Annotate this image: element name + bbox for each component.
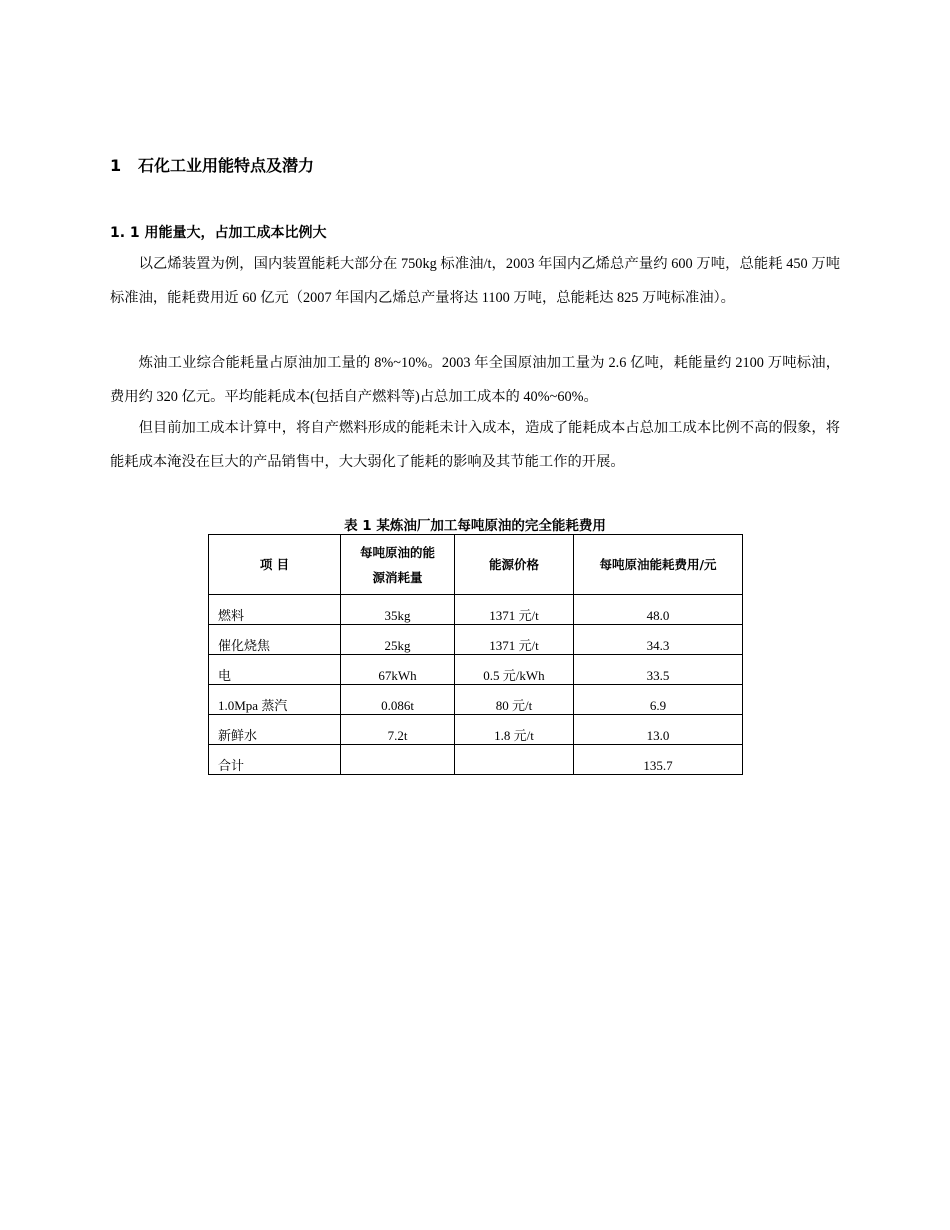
cell-price xyxy=(455,745,574,775)
subsection-heading: 1. 1 用能量大，占加工成本比例大 xyxy=(110,225,327,241)
cell-consumption: 25kg xyxy=(341,625,455,655)
cell-price: 1371 元/t xyxy=(455,625,574,655)
cell-price: 80 元/t xyxy=(455,685,574,715)
cell-item: 燃料 xyxy=(209,595,341,625)
cell-cost: 33.5 xyxy=(574,655,743,685)
table-row xyxy=(209,655,743,685)
cell-cost: 6.9 xyxy=(574,685,743,715)
cell-item: 合计 xyxy=(209,745,341,775)
table-row xyxy=(209,685,743,715)
section-title: 石化工业用能特点及潜力 xyxy=(138,156,315,175)
cell-consumption: 67kWh xyxy=(341,655,455,685)
table-row xyxy=(209,715,743,745)
cell-cost: 48.0 xyxy=(574,595,743,625)
paragraph-cost-accounting: 但目前加工成本计算中，将自产燃料形成的能耗未计入成本，造成了能耗成本占总加工成本比例不高的假象，将能耗成本淹没在巨大的产品销售中，大大弱化了能耗的影响及其节能工作的开展。 xyxy=(110,420,840,470)
energy-cost-table xyxy=(208,534,743,775)
cell-cost: 13.0 xyxy=(574,715,743,745)
cell-consumption: 35kg xyxy=(341,595,455,625)
cell-item: 电 xyxy=(209,655,341,685)
cell-cost: 135.7 xyxy=(574,745,743,775)
cell-consumption: 7.2t xyxy=(341,715,455,745)
cell-price: 1.8 元/t xyxy=(455,715,574,745)
table-header-row xyxy=(209,535,743,595)
paragraph-ethylene: 以乙烯装置为例，国内装置能耗大部分在 750kg 标准油/t，2003 年国内乙烯总产量约 600 万吨，总能耗 450 万吨标准油，能耗费用近 60 亿元（2007 年国内乙烯总产量将达 1100 万吨，总能耗达 825 万吨标准油）。 xyxy=(110,256,840,306)
table-row xyxy=(209,625,743,655)
header-item: 项 目 xyxy=(209,535,341,595)
cell-item: 1.0Mpa 蒸汽 xyxy=(209,685,341,715)
section-number: 1 xyxy=(110,156,122,175)
cell-cost: 34.3 xyxy=(574,625,743,655)
header-consumption-line1: 每吨原油的能 xyxy=(359,544,435,560)
cell-price: 0.5 元/kWh xyxy=(455,655,574,685)
table-row xyxy=(209,595,743,625)
table-total-row xyxy=(209,745,743,775)
cell-consumption: 0.086t xyxy=(341,685,455,715)
cell-price: 1371 元/t xyxy=(455,595,574,625)
header-consumption xyxy=(341,535,455,595)
cell-item: 催化烧焦 xyxy=(209,625,341,655)
cell-item: 新鲜水 xyxy=(209,715,341,745)
paragraph-refining: 炼油工业综合能耗量占原油加工量的 8%~10%。2003 年全国原油加工量为 2.6 亿吨，耗能量约 2100 万吨标油，费用约 320 亿元。平均能耗成本(包括自产燃料等)占总加工成本的 40%~60%。 xyxy=(110,355,840,405)
header-cost: 每吨原油能耗费用/元 xyxy=(574,535,743,595)
cell-consumption xyxy=(341,745,455,775)
section-heading xyxy=(110,153,314,176)
table-caption: 表 1 某炼油厂加工每吨原油的完全能耗费用 xyxy=(344,518,606,534)
header-price: 能源价格 xyxy=(455,535,574,595)
header-consumption-line2: 源消耗量 xyxy=(372,569,423,585)
